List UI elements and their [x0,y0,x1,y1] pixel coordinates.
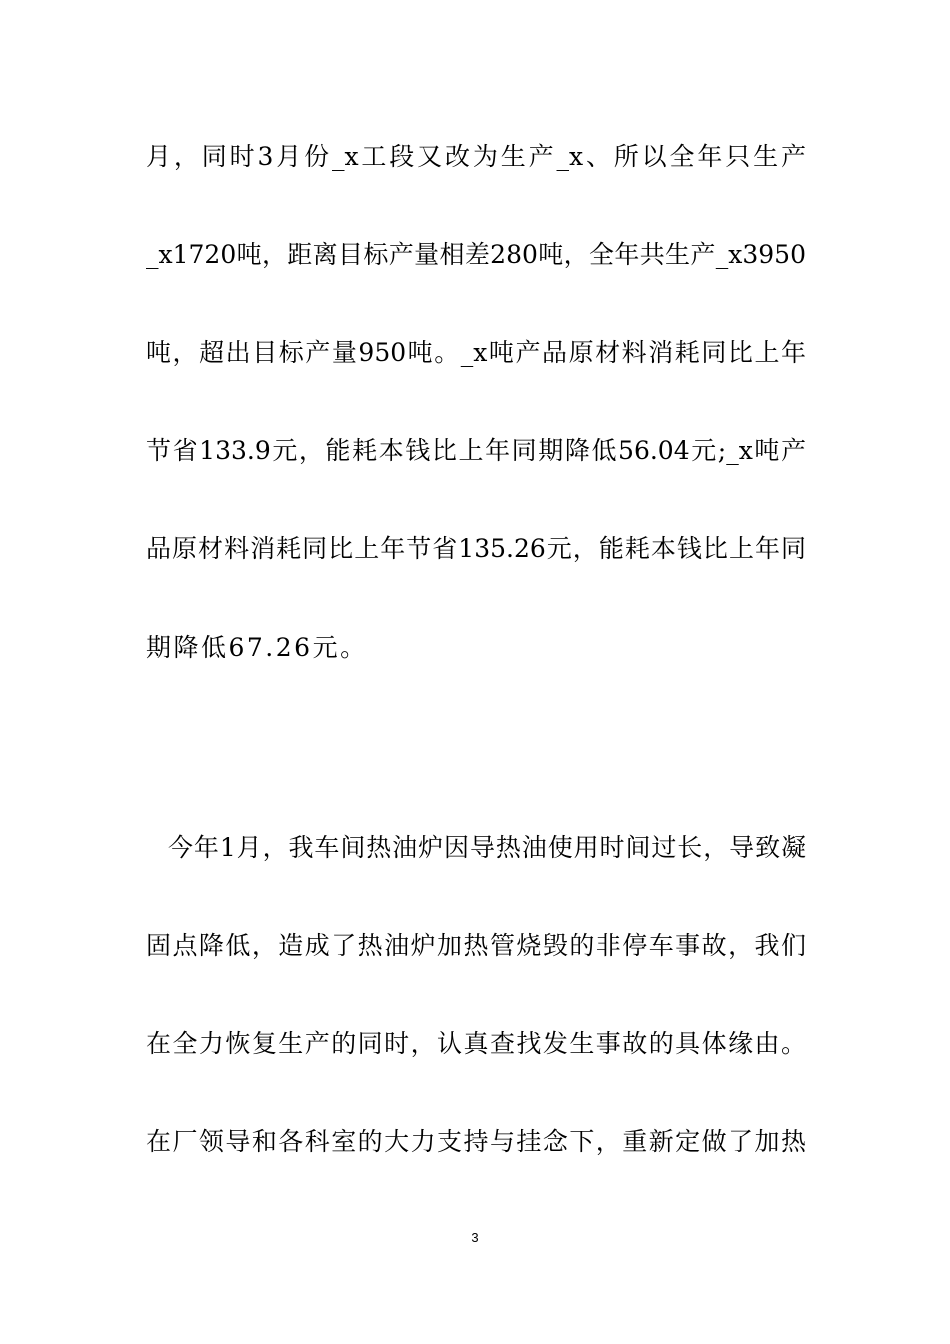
paragraph-2-line-3: 在全力恢复生产的同时，认真查找发生事故的具体缘由。 [146,1029,806,1058]
paragraph-1-line-3: 吨，超出目标产量950吨。_x吨产品原材料消耗同比上年 [146,338,806,367]
page-number: 3 [471,1230,479,1245]
paragraph-1-line-4: 节省133.9元，能耗本钱比上年同期降低56.04元;_x吨产 [146,436,806,465]
paragraph-1-line-5: 品原材料消耗同比上年节省135.26元，能耗本钱比上年同 [146,534,806,563]
paragraph-1-line-2: _x1720吨，距离目标产量相差280吨，全年共生产_x3950 [146,240,806,269]
paragraph-2-line-2: 固点降低，造成了热油炉加热管烧毁的非停车事故，我们 [146,931,806,960]
paragraph-2-line-1: 今年1月，我车间热油炉因导热油使用时间过长，导致凝 [168,833,806,862]
paragraph-2-line-4: 在厂领导和各科室的大力支持与挂念下，重新定做了加热 [146,1127,806,1156]
paragraph-1-line-6: 期降低67.26元。 [146,633,368,662]
paragraph-1-line-1: 月，同时3月份_x工段又改为生产_x、所以全年只生产 [146,142,806,171]
